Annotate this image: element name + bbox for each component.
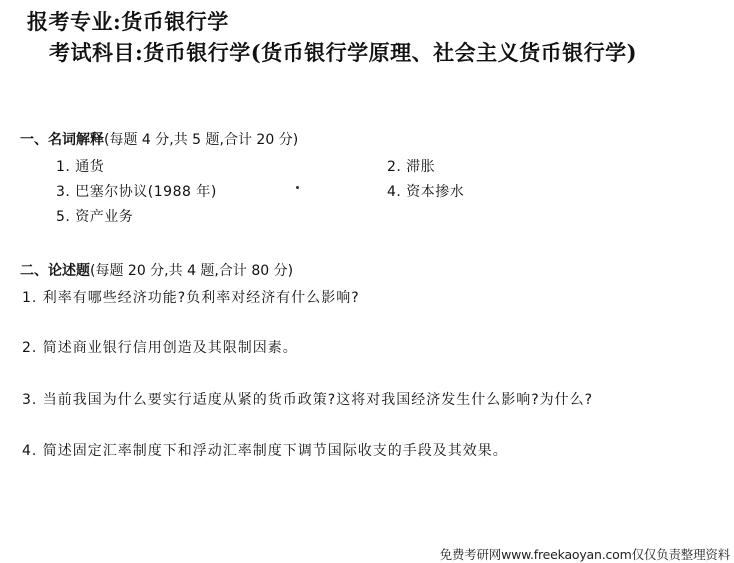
exam-major-heading: 报考专业:货币银行学 (27, 9, 229, 34)
essay-question-4: 4. 简述固定汇率制度下和浮动汇率制度下调节国际收支的手段及其效果。 (22, 443, 508, 459)
term-item-4: 4. 资本掺水 (387, 184, 465, 200)
essay-question-1: 1. 利率有哪些经济功能?负利率对经济有什么影响? (22, 290, 360, 306)
essay-question-3: 3. 当前我国为什么要实行适度从紧的货币政策?这将对我国经济发生什么影响?为什么? (22, 392, 594, 408)
term-item-2: 2. 滞胀 (387, 159, 436, 175)
footer-watermark: 免费考研网www.freekaoyan.com仅仅负责整理资料 (439, 547, 730, 562)
term-item-1: 1. 通货 (56, 159, 105, 175)
section2-heading (20, 260, 293, 280)
section1-note: (每题 4 分,共 5 题,合计 20 分) (104, 132, 299, 148)
term-item-3: 3. 巴塞尔协议(1988 年) (56, 184, 217, 200)
essay-question-2: 2. 简述商业银行信用创造及其限制因素。 (22, 340, 298, 356)
section1-heading (20, 129, 298, 149)
section2-note: (每题 20 分,共 4 题,合计 80 分) (90, 263, 294, 279)
section2-title: 二、论述题 (20, 263, 90, 279)
scan-speck (296, 186, 299, 189)
section1-title: 一、名词解释 (20, 132, 104, 148)
exam-subject-heading: 考试科目:货币银行学(货币银行学原理、社会主义货币银行学) (49, 40, 638, 65)
term-item-5: 5. 资产业务 (56, 209, 134, 225)
